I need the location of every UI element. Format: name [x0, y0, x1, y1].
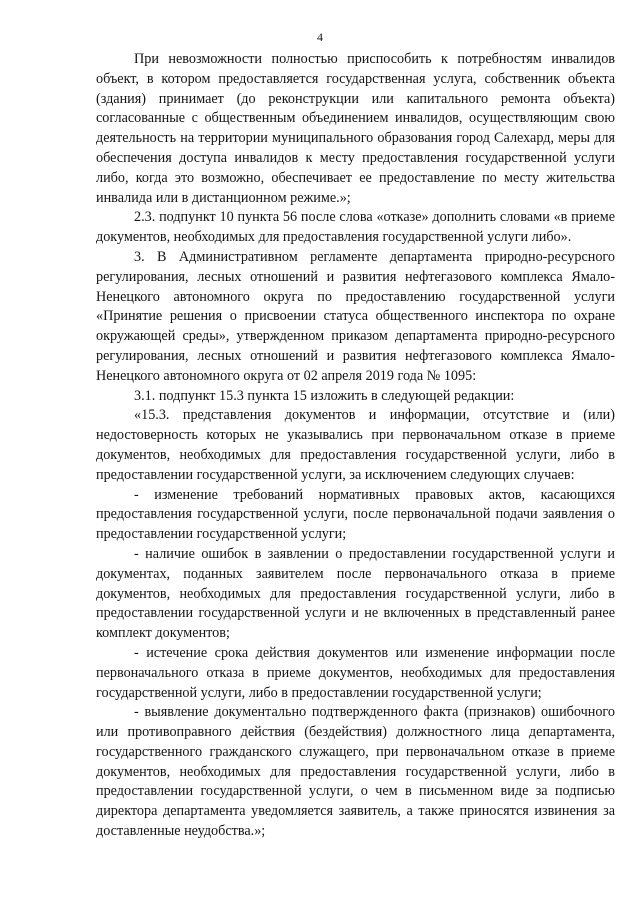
list-item-errors-in-application: - наличие ошибок в заявлении о предоставлении государственной услуги и документах, поданных заявителем после первоначального отказа в приеме документов, необходимых для предоставления государственной услуги, либо в предоставлении государственной услуги и не включенных в представленный ранее комплект документов; [96, 545, 615, 642]
list-item-requirements-change: - изменение требований нормативных правовых актов, касающихся предоставления государственной услуги, после первоначальной подачи заявления о предоставлении государственной услуги; [96, 486, 615, 543]
list-item-official-error: - выявление документально подтвержденного факта (признаков) ошибочного или противоправного действия (бездействия) должностного лица департамента, государственного гражданского служащего, при первоначальном отказе в приеме документов, необходимых для предоставления государственной услуги, либо в предоставлении государственной услуги, о чем в письменном виде за подписью директора департамента уведомляется заявитель, а также приносятся извинения за доставленные неудобства.»; [96, 704, 615, 840]
paragraph-15-3: «15.3. представления документов и информации, отсутствие и (или) недостоверность которых не указывались при первоначальном отказе в приеме документов, необходимых для предоставления государственной услуги, либо в предоставлении государственной услуги, за исключением следующих случаев: [96, 407, 615, 483]
paragraph-3-1: 3.1. подпункт 15.3 пункта 15 изложить в следующей редакции: [134, 387, 515, 404]
paragraph-2-3: 2.3. подпункт 10 пункта 56 после слова «отказе» дополнить словами «в приеме документов, необходимых для предоставления государственной услуги либо». [96, 209, 615, 246]
list-item-documents-expiry: - истечение срока действия документов или изменение информации после первоначального отказа в приеме документов, необходимых для предоставления государственной услуги, либо в предоставлении государственной услуги; [96, 644, 615, 701]
paragraph-accessibility-measures: При невозможности полностью приспособить к потребностям инвалидов объект, в котором предоставляется государственная услуга, собственник объекта (здания) принимает (до реконструкции или капитального ремонта объекта) согласованные с общественным объединением инвалидов, осуществляющим свою деятельность на территории муниципального образования город Салехард, меры для обеспечения доступа инвалидов к месту предоставления государственной услуги либо, когда это возможно, обеспечивает ее предоставление по месту жительства инвалида или в дистанционном режиме.»; [96, 51, 615, 206]
document-body [96, 50, 615, 842]
paragraph-3: 3. В Административном регламенте департамента природно-ресурсного регулирования, лесных отношений и развития нефтегазового комплекса Ямало-Ненецкого автономного округа по предоставлению государственной услуги «Принятие решения о присвоении статуса общественного инспектора по охране окружающей среды», утвержденном приказом департамента природно-ресурсного регулирования, лесных отношений и развития нефтегазового комплекса Ямало-Ненецкого автономного округа от 02 апреля 2019 года № 1095: [96, 248, 615, 384]
page-number: 4 [317, 30, 323, 44]
